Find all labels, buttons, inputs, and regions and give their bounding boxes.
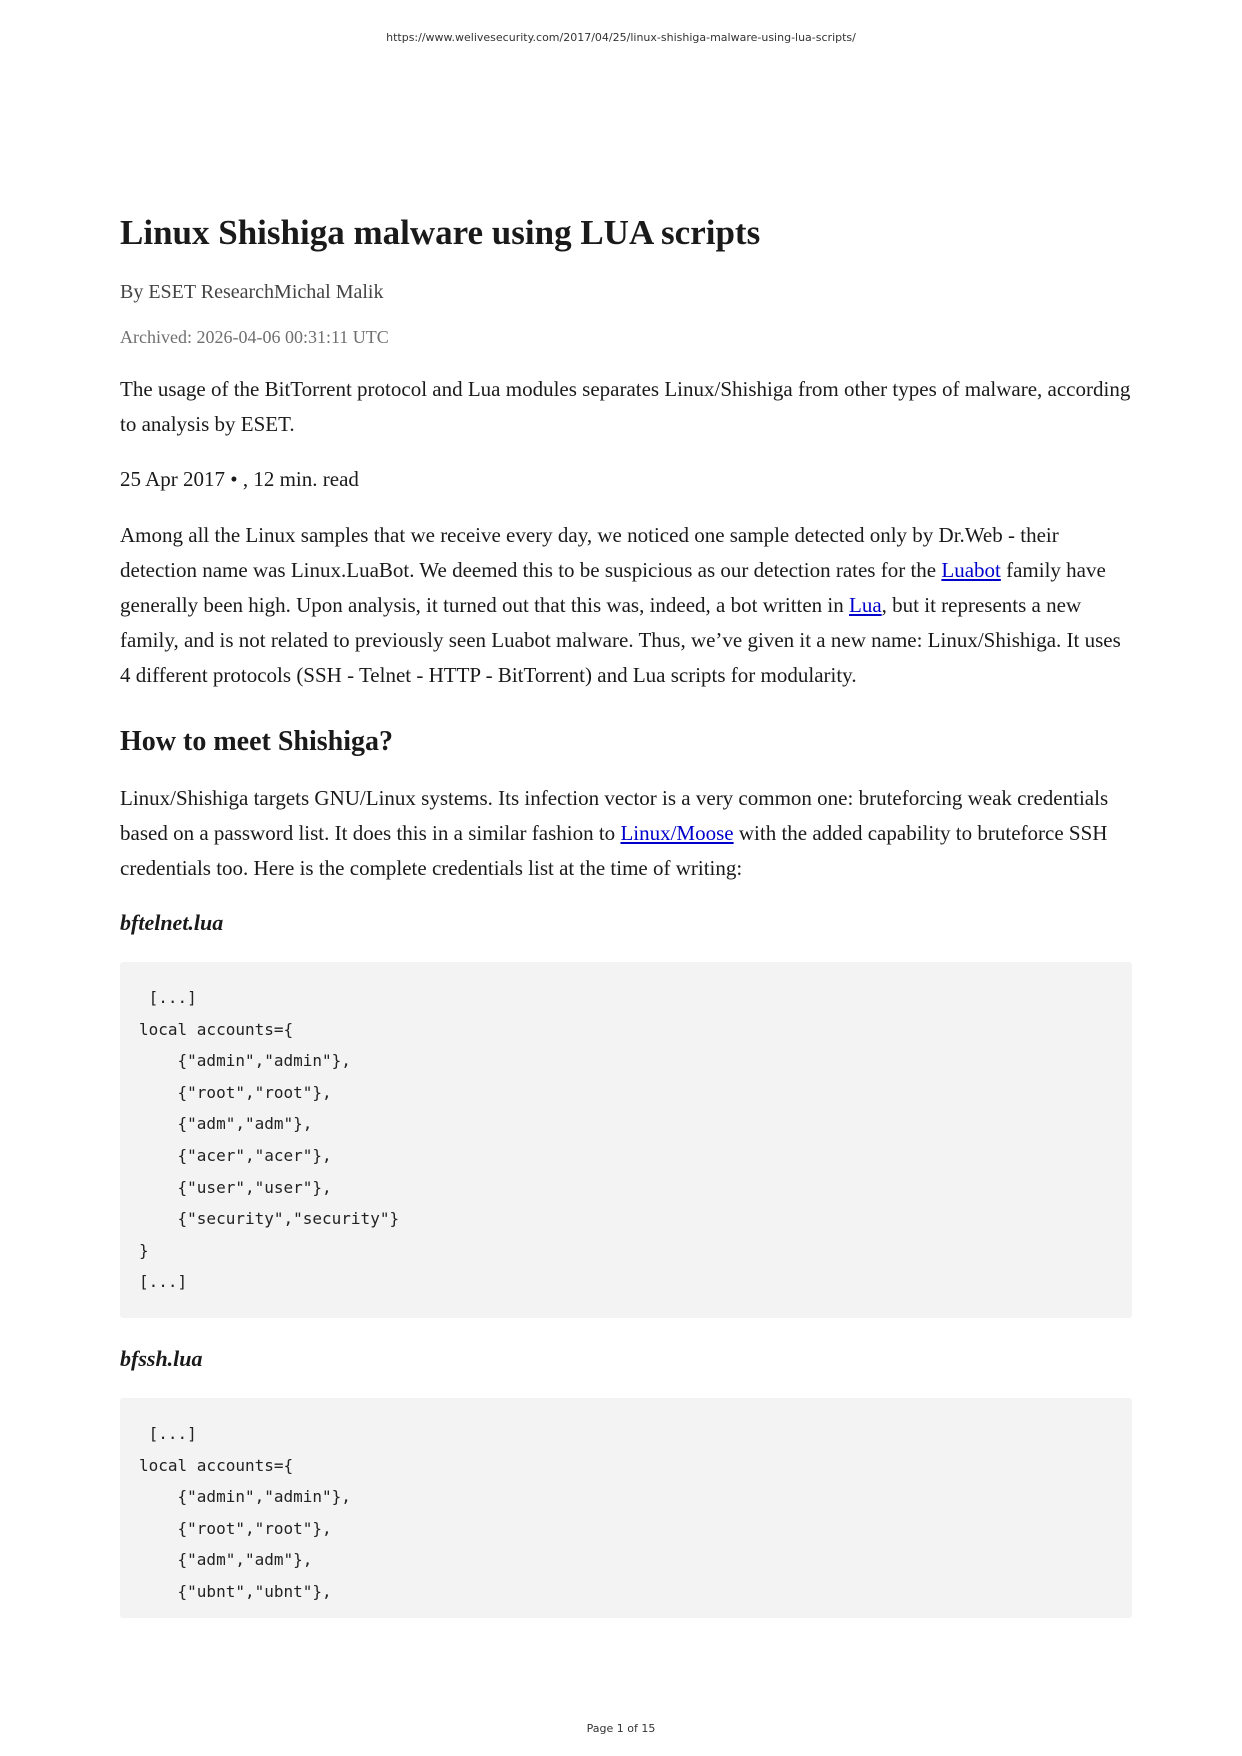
luabot-link[interactable]: Luabot (941, 558, 1001, 582)
paragraph-text: with the added capability to bruteforce SSH credentials too. Here is the complete credentials list at the time of writing: (120, 821, 1108, 880)
paragraph-text: , but it represents a new family, and is not related to previously seen Luabot malware. Thus, we’ve given it a new name: Linux/Shishiga. It uses 4 different protocols (SSH - Telnet - HTTP - BitTorrent) and Lua scripts for modularity. (120, 593, 1121, 687)
code-label-bfssh: bfssh.lua (120, 1345, 203, 1371)
section-heading: How to meet Shishiga? (120, 726, 393, 757)
lua-link[interactable]: Lua (849, 593, 882, 617)
code-block-bftelnet: [...] local accounts={ {"admin","admin"}, {"root","root"}, {"adm","adm"}, {"acer","acer"}, {"user","user"}, {"security","security"} } [...] (120, 962, 1132, 1318)
linux-moose-link[interactable]: Linux/Moose (620, 821, 734, 845)
paragraph-text: family have generally been high. Upon analysis, it turned out that this was, indeed, a bot written in (120, 558, 1106, 617)
paragraph-text: Linux/Shishiga targets GNU/Linux systems. Its infection vector is a very common one: bruteforcing weak credentials based on a password list. It does this in a similar fashion to (120, 786, 1109, 845)
article-title: Linux Shishiga malware using LUA scripts (120, 213, 761, 252)
intro-paragraph: The usage of the BitTorrent protocol and Lua modules separates Linux/Shishiga from other types of malware, according to analysis by ESET. (120, 377, 1131, 436)
body-paragraph-1 (120, 518, 1132, 693)
article (120, 210, 1132, 1618)
article-byline: By ESET ResearchMichal Malik (120, 281, 384, 303)
page-url: https://www.welivesecurity.com/2017/04/25/linux-shishiga-malware-using-lua-scripts/ (386, 31, 856, 44)
code-label-bftelnet: bftelnet.lua (120, 910, 224, 935)
code-block-bfssh: [...] local accounts={ {"admin","admin"}, {"root","root"}, {"adm","adm"}, {"ubnt","ubnt"}, (120, 1398, 1132, 1618)
archived-timestamp: Archived: 2026-04-06 00:31:11 UTC (120, 327, 389, 347)
page-number: Page 1 of 15 (586, 1722, 656, 1735)
body-paragraph-2 (120, 781, 1132, 886)
article-meta: 25 Apr 2017 • , 12 min. read (120, 467, 359, 491)
paragraph-text: Among all the Linux samples that we receive every day, we noticed one sample detected only by Dr.Web - their detection name was Linux.LuaBot. We deemed this to be suspicious as our detection rates for the (120, 523, 1059, 582)
